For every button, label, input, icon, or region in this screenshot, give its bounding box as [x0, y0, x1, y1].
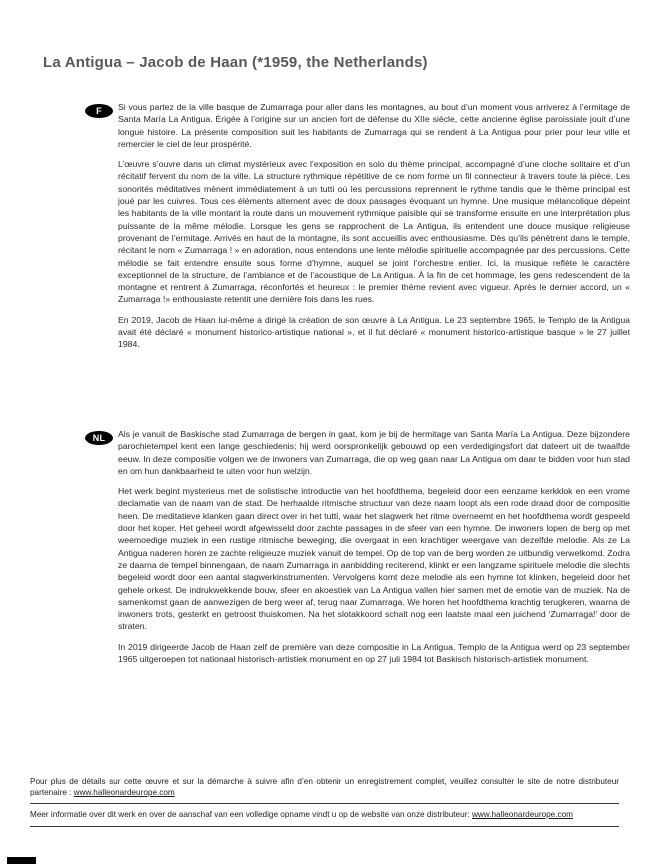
distributor-link-dutch[interactable]: www.halleonardeurope.com [471, 810, 573, 819]
section-dutch [85, 428, 630, 673]
page-corner-mark [7, 857, 36, 864]
french-paragraph-3: En 2019, Jacob de Haan lui-même a dirigé la création de son œuvre à La Antigua. Le 23 septembre 1965, le Templo de la Antigua avait été déclaré « monument historico-artistique national », et il fut déclaré « monument historico-artistique basque » le 27 juillet 1984. [118, 314, 630, 350]
language-badge-french: F [85, 104, 113, 118]
footer-divider-top [30, 803, 619, 804]
dutch-paragraph-1: Als je vanuit de Baskische stad Zumarraga de bergen in gaat, kom je bij de hermitage van Santa María La Antigua. Deze bijzondere parochietempel kent een lange geschiedenis; hij werd oorspronkelijk gebouwd op een verdedigingsfort dat dateert uit de twaalfde eeuw. In deze compositie volgen we de inwoners van Zumarraga, die op weg gaan naar La Antigua om daar te bidden voor hun stad en om hun dankbaarheid te uiten voor hun welzijn. [118, 429, 630, 476]
french-paragraph-1: Si vous partez de la ville basque de Zumarraga pour aller dans les montagnes, au bout d’un moment vous arriverez à l’ermitage de Santa María La Antigua. Érigée à l’origine sur un ancien fort de défense du XIIe siècle, cette ancienne église paroissiale jouit d’une longue histoire. La présente composition suit les habitants de Zumarraga qui se rendent à La Antigua pour prier pour leur ville et remercier le ciel de leur prospérité. [118, 102, 630, 149]
dutch-text-column [118, 428, 630, 673]
page-title: La Antigua – Jacob de Haan (*1959, the Netherlands) [43, 54, 428, 72]
footer-note-dutch [30, 809, 619, 820]
footer-note-french [30, 776, 619, 798]
footer-divider-bottom [30, 826, 619, 827]
language-badge-dutch: NL [85, 431, 113, 445]
french-paragraph-2: L’œuvre s’ouvre dans un climat mystérieux avec l’exposition en solo du thème principal, accompagné d’une cloche solitaire et d’un récitatif fervent du nom de la ville. La structure rythmique répétitive de ce nom forme un fil connecteur à travers toute la pièce. Les sonorités méditatives mènent immédiatement à un tutti où les percussions reprennent le rythme tandis que le thème principal est joué par les cuivres. Tous ces éléments alternent avec de doux passages évoquant un hymne. Une musique mélancolique dépeint les habitants de la ville montant la route dans un mouvement rythmique paisible qui se transforme ensuite en une interprétation plus puissante de la même mélodie. Lorsque les gens se rapprochent de La Antigua, ils entendent une douce musique religieuse provenant de l’ermitage. Arrivés en haut de la montagne, ils sont accueillis avec enthousiasme. Dès qu’ils pénètrent dans le temple, récitant le nom « Zumarraga ! » en adoration, nous entendons une lente mélodie spirituelle accompagnée par des percussions. Cette mélodie se fait entendre ensuite sous forme d’hymne, auquel se joint l’orchestre entier. Ici, la musique reflète le caractère exceptionnel de la structure, de l’ambiance et de l’acoustique de La Antigua. À la fin de cet hommage, les gens redescendent de la montagne et rentrent à Zumarraga, réconfortés et heureux : le premier thème revient avec vigueur. Après le dernier accord, un « Zumarraga !» enthousiaste retentit une dernière fois dans les rues. [118, 159, 630, 305]
language-badge-column [85, 101, 118, 359]
dutch-paragraph-3: In 2019 dirigeerde Jacob de Haan zelf de première van deze compositie in La Antigua. Templo de la Antigua werd op 23 september 1965 uitgeroepen tot nationaal historisch-artistiek monument en op 27 juli 1984 tot Baskisch historisch-artistiek monument. [118, 641, 630, 665]
french-text-column [118, 101, 630, 359]
footer-text-dutch: Meer informatie over dit werk en over de aanschaf van een volledige opname vindt u op de website van onze distributeur: [30, 810, 472, 819]
footer [30, 776, 619, 827]
language-badge-column [85, 428, 118, 673]
distributor-link-french[interactable]: www.halleonardeurope.com [73, 788, 175, 797]
footer-text-french: Pour plus de détails sur cette œuvre et sur la démarche à suivre afin d’en obtenir un enregistrement complet, veuillez consulter le site de notre distributeur partenaire : [30, 777, 619, 797]
section-french [85, 101, 630, 359]
dutch-paragraph-2: Het werk begint mysterieus met de solistische introductie van het hoofdthema, begeleid door een eenzame kerkklok en een vrome declamatie van de naam van de stad. De herhaalde ritmische structuur van deze naam loopt als een rode draad door de compositie heen. De meditatieve klanken gaan direct over in het tutti, waar het slagwerk het ritme overneemt en het hoofdthema wordt gespeeld door het koper. Het geheel wordt afgewisseld door zachte passages in de sfeer van een hymne. De inwoners lopen de berg op met weemoedige muziek in een rustige ritmische beweging, die overgaat in een krachtiger weergave van dezelfde melodie. Als ze La Antigua naderen horen ze zachte religieuze muziek vanuit de tempel. Op de top van de berg worden ze uitbundig verwelkomd. Zodra ze daarna de tempel binnengaan, de naam Zumarraga in aanbidding reciterend, klinkt er een langzame spirituele melodie die slechts begeleid wordt door een aantal slagwerkinstrumenten. Vervolgens komt deze melodie als een hymne tot klinken, begeleid door het gehele orkest. De indrukwekkende bouw, sfeer en akoestiek van La Antigua vallen hier samen met de emotie van de muziek. Na de samenkomst gaan de aanwezigen de berg weer af, terug naar Zumarraga. We horen het hoofdthema krachtig terugkeren, waarna de inwoners trots, gesterkt en getroost thuiskomen. Na het slotakkoord schalt nog een laatste maal een juichend ‘Zumarraga!’ door de straten. [118, 486, 630, 632]
